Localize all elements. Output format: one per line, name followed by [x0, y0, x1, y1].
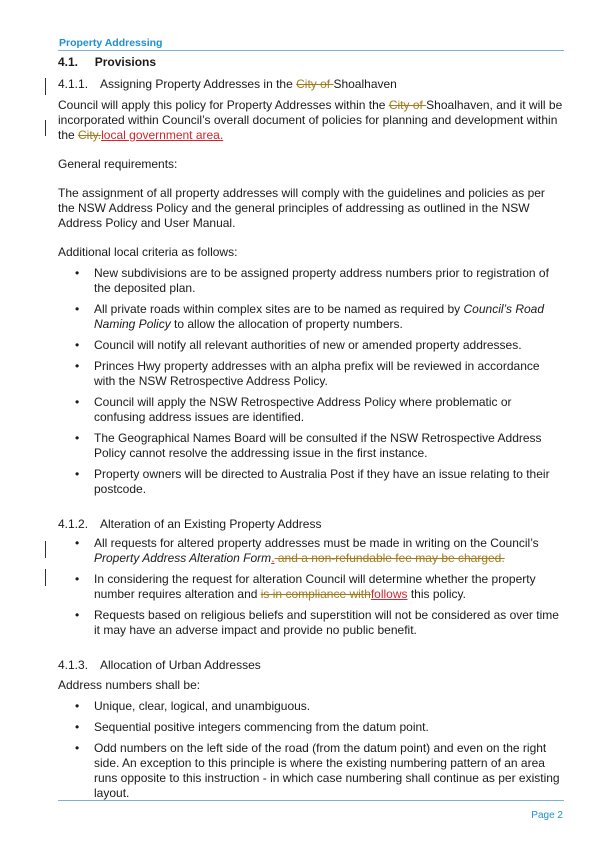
text: Council will apply this policy for Property Addresses within the: [58, 98, 389, 112]
paragraph: Address numbers shall be:: [58, 678, 201, 692]
list-item-text: Odd numbers on the left side of the road (from the datum point) and even on the right side. An exception to this principle is where the existing numbering pattern of an area runs opposite to this instruction - in which case numbering shall continue as per existing layout.: [94, 741, 560, 800]
alteration-list: [58, 536, 564, 638]
header-rule: [58, 50, 564, 51]
inserted-text: .: [271, 551, 275, 565]
list-item-text: Requests based on religious beliefs and superstition will not be considered as over time it may have an adverse impact and provide no public benefit.: [94, 608, 559, 637]
list-item-text: New subdivisions are to be assigned property address numbers prior to registration of the deposited plan.: [94, 266, 549, 295]
footer-rule: [58, 800, 564, 801]
document-body: [58, 55, 564, 807]
deleted-text: City of: [388, 98, 427, 112]
form-name: Property Address Alteration Form: [94, 551, 272, 565]
list-item-text: Council will apply the NSW Retrospective Address Policy where problematic or confusing address issues are identified.: [94, 395, 512, 424]
policy-name: Council’s Road Naming Policy: [94, 302, 545, 331]
text: to allow the allocation of property numbers.: [170, 317, 403, 331]
heading-text: Assigning Property Addresses in the: [100, 77, 297, 91]
heading-text: Alteration of an Existing Property Address: [100, 517, 322, 531]
text: All private roads within complex sites are to be named as required by: [94, 302, 464, 316]
list-item: • Unique, clear, logical, and unambiguous.: [75, 699, 311, 713]
list-item: • Odd numbers on the left side of the road (from the datum point) and even on the right side. An exception to this principle is where the existing numbering pattern of an area runs opposite to this instruction - in which case numbering shall continue as per existing layout.: [75, 741, 560, 800]
list-item-text: Unique, clear, logical, and unambiguous.: [94, 699, 311, 713]
paragraph: [58, 98, 564, 143]
deleted-text: City.: [78, 128, 102, 142]
subsection-number: 4.1.2.: [58, 517, 89, 531]
heading-text: Shoalhaven: [333, 77, 397, 91]
list-item: • Council will apply the NSW Retrospective Address Policy where problematic or confusing address issues are identified.: [75, 395, 512, 424]
heading-text: Allocation of Urban Addresses: [100, 658, 261, 672]
paragraph: The assignment of all property addresses will comply with the guidelines and policies as per the NSW Address Policy and the general principles of addressing as outlined in the NSW Address Policy and User Manual.: [58, 186, 545, 230]
paragraph: General requirements:: [58, 157, 178, 171]
list-item: • New subdivisions are to be assigned property address numbers prior to registration of the deposited plan.: [75, 266, 549, 295]
subsection-heading-4-1-2: [58, 517, 564, 532]
list-item: • The Geographical Names Board will be consulted if the NSW Retrospective Address Policy cannot resolve the addressing issue in the first instance.: [75, 431, 542, 460]
list-item-text: The Geographical Names Board will be consulted if the NSW Retrospective Address Policy cannot resolve the addressing issue in the first instance.: [94, 431, 542, 460]
list-item: • Property owners will be directed to Australia Post if they have an issue relating to their postcode.: [75, 467, 550, 496]
subsection-number: 4.1.1.: [58, 77, 89, 91]
change-bar: [45, 541, 46, 558]
text: Shoalhaven, and it will be incorporated within Council’s overall document of policies for planning and development within the: [58, 98, 563, 142]
section-heading: [58, 55, 564, 70]
criteria-list: [58, 266, 564, 497]
change-bar: [45, 78, 46, 95]
list-item-text: Princes Hwy property addresses with an alpha prefix will be reviewed in accordance with the NSW Retrospective Address Policy.: [94, 359, 540, 388]
subsection-heading-4-1-1: [58, 77, 564, 92]
change-bar: [45, 569, 46, 586]
subsection-heading-4-1-3: [58, 658, 564, 673]
page-number: Page 2: [531, 810, 563, 821]
paragraph: Additional local criteria as follows:: [58, 245, 238, 259]
header-title: Property Addressing: [59, 37, 163, 49]
list-item-text: Council will notify all relevant authorities of new or amended property addresses.: [94, 338, 522, 352]
list-item: • Council will notify all relevant authorities of new or amended property addresses.: [75, 338, 522, 352]
section-number: 4.1.: [58, 55, 79, 69]
text: this policy.: [407, 587, 466, 601]
text: In considering the request for alteration Council will determine whether the property number requires alteration and: [94, 572, 536, 601]
inserted-text: local government area.: [101, 128, 224, 142]
inserted-text: follows: [370, 587, 408, 601]
list-item: • Sequential positive integers commencing from the datum point.: [75, 720, 429, 734]
list-item: • In considering the request for alteration Council will determine whether the property number requires alteration and is in compliance withfollows this policy.: [75, 572, 536, 601]
deleted-text: and a non-refundable fee may be charged.: [274, 551, 505, 565]
list-item-text: Property owners will be directed to Australia Post if they have an issue relating to their postcode.: [94, 467, 550, 496]
list-item: • Requests based on religious beliefs and superstition will not be considered as over time it may have an adverse impact and provide no public benefit.: [75, 608, 559, 637]
text: All requests for altered property addresses must be made in writing on the Council’s: [94, 536, 539, 550]
list-item: • All private roads within complex sites are to be named as required by Council’s Road Naming Policy to allow the allocation of property numbers.: [75, 302, 545, 331]
subsection-number: 4.1.3.: [58, 658, 89, 672]
section-title: Provisions: [94, 55, 157, 69]
urban-address-list: [58, 699, 564, 801]
list-item: • Princes Hwy property addresses with an alpha prefix will be reviewed in accordance with the NSW Retrospective Address Policy.: [75, 359, 540, 388]
deleted-text: is in compliance with: [260, 587, 371, 601]
change-bar: [45, 120, 46, 136]
deleted-text: City of: [296, 77, 334, 91]
list-item: • All requests for altered property addresses must be made in writing on the Council’s Property Address Alteration Form. and a non-refundable fee may be charged.: [75, 536, 539, 565]
list-item-text: Sequential positive integers commencing from the datum point.: [94, 720, 429, 734]
